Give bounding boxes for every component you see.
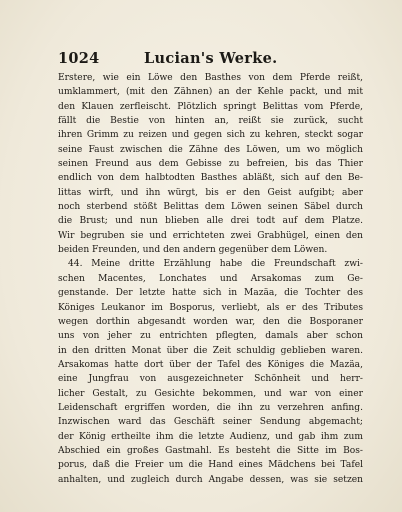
text-line: genstande. Der letzte hatte sich in Mazäa, die Tochter des — [58, 288, 363, 299]
text-line: in den dritten Monat über die Zeit schuldig geblieben waren. — [58, 345, 363, 356]
text-line: beiden Freunden, und den andern gegenüber dem Löwen. — [58, 245, 328, 256]
text-line: uns von jeher zu entrichten pflegten, damals aber schon — [58, 331, 363, 342]
text-line: porus, daß die Freier um die Hand eines Mädchens bei Tafel — [58, 460, 363, 471]
text-line: littas wirft, und ihn würgt, bis er den Geist aufgibt; aber — [58, 187, 363, 198]
text-line: licher Gestalt, zu Gesichte bekommen, und war von einer — [58, 388, 363, 399]
text-line: Königes Leukanor im Bosporus, verliebt, als er des Tributes — [58, 302, 363, 313]
text-line: seinen Freund aus dem Gebisse zu befreien, bis das Thier — [58, 159, 363, 170]
text-line: Wir begruben sie und errichteten zwei Grabhügel, einen den — [58, 230, 363, 241]
text-line: wegen dorthin abgesandt worden war, den die Bosporaner — [58, 316, 363, 327]
page-header — [58, 50, 358, 68]
text-line: Leidenschaft ergriffen worden, die ihn zu verzehren anfing. — [58, 402, 363, 413]
page-number: 1024 — [58, 50, 100, 67]
text-line: seine Faust zwischen die Zähne des Löwen, um wo möglich — [58, 144, 363, 155]
text-line: Arsakomas hatte dort über der Tafel des Königes die Mazäa, — [58, 359, 363, 370]
body-text — [58, 71, 363, 487]
text-line: noch sterbend stößt Belittas dem Löwen seinen Säbel durch — [58, 202, 363, 213]
text-line: Inzwischen ward das Geschäft seiner Sendung abgemacht; — [58, 417, 363, 428]
text-line: den Klauen zerfleischt. Plötzlich springt Belittas vom Pferde, — [58, 101, 363, 112]
text-line: Abschied ein großes Gastmahl. Es besteht die Sitte im Bos- — [58, 445, 363, 456]
text-line: anhalten, und zugleich durch Angabe dessen, was sie setzen — [58, 474, 363, 485]
text-line: die Brust; und nun blieben alle drei todt auf dem Platze. — [58, 216, 363, 227]
text-line: eine Jungfrau von ausgezeichneter Schönheit und herr- — [58, 374, 363, 385]
running-title: Lucian's Werke. — [144, 50, 278, 67]
text-line: der König ertheilte ihm die letzte Audienz, und gab ihm zum — [58, 431, 363, 442]
section-start-line: 44. Meine dritte Erzählung habe die Freundschaft zwi- — [68, 259, 363, 270]
text-line: umklammert, (mit den Zähnen) an der Kehle packt, und mit — [58, 87, 363, 98]
text-line: ihren Grimm zu reizen und gegen sich zu kehren, steckt sogar — [58, 130, 363, 141]
text-line: Erstere, wie ein Löwe den Basthes von dem Pferde reißt, — [58, 73, 363, 83]
text-line: endlich von dem halbtodten Basthes abläßt, sich auf den Be- — [58, 173, 363, 184]
text-line: schen Macentes, Lonchates und Arsakomas zum Ge- — [58, 273, 363, 284]
text-line: fällt die Bestie von hinten an, reißt sie zurück, sucht — [58, 116, 363, 127]
